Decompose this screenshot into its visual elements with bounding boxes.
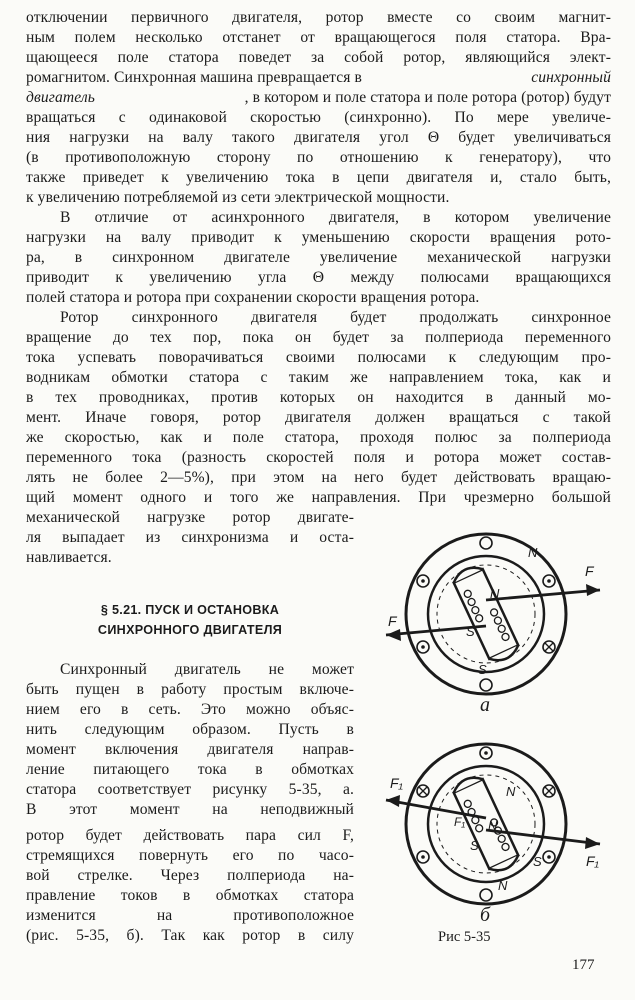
text-fragment: , в котором и поле статора и поле ротора (ротор) будут	[244, 89, 611, 106]
text-line: водникам обмотки статора с таким же направлением тока, как и	[26, 369, 611, 386]
text-line: в тех проводниках, против которых он находится в данный мо-	[26, 389, 611, 406]
text-line: В отличие от асинхронного двигателя, в котором увеличение	[60, 209, 611, 226]
text-line: вой стрелке. Через полпериода на-	[26, 867, 354, 884]
text-line: мент. Иначе говоря, ротор двигателя должен вращаться с такой	[26, 409, 611, 426]
text-line: нием его в сеть. Это можно объяс-	[26, 701, 354, 718]
text-line: Синхронный двигатель не может	[60, 661, 354, 678]
text-line: Ротор синхронного двигателя будет продолжать синхронное	[60, 309, 611, 326]
text-line: щающееся поле статора поведет за собой ротор, являющийся элект-	[26, 49, 611, 66]
text-line: быть пущен в работу простым включе-	[26, 681, 354, 698]
text-line: ния нагрузки на валу такого двигателя угол Θ будет увеличиваться	[26, 129, 611, 146]
text-line: отключении первичного двигателя, ротор вместе со своим магнит-	[26, 9, 611, 26]
text-line: (рис. 5-35, б). Так как ротор в силу	[26, 927, 354, 944]
text-line: щий момент одного и того же направления. При чрезмерно большой	[26, 489, 611, 506]
page-number: 177	[572, 957, 595, 973]
text-line: (в противоположную сторону по отношению к генератору), что	[26, 149, 611, 166]
figure-label-b: б	[480, 904, 491, 926]
italic-term: синхронный	[531, 69, 611, 86]
text-line: к увеличению потребляемой из сети электрической мощности.	[26, 189, 450, 206]
text-line: приводит к увеличению угла Θ между полюсами вращающихся	[26, 269, 611, 286]
force-label: F₁	[586, 853, 599, 869]
pole-label: N	[490, 586, 500, 601]
text-line: ротор будет действовать пара сил F,	[26, 827, 354, 844]
figure-label-a: а	[480, 694, 490, 716]
italic-term: двигатель	[26, 89, 95, 106]
book-page	[26, 8, 611, 993]
text-line: механической нагрузке ротор двигате-	[26, 509, 354, 526]
section-heading: СИНХРОННОГО ДВИГАТЕЛЯ	[97, 623, 283, 637]
pole-label: N	[498, 878, 508, 893]
force-label: F₁	[390, 775, 403, 791]
text-line: навливается.	[26, 549, 112, 566]
text-line: тока успевать поворачиваться своими полюсами к следующим про-	[26, 349, 611, 366]
force-label: F	[585, 563, 594, 579]
text-line: В этот момент на неподвижный	[26, 801, 354, 818]
text-line: вращаться с одинаковой скоростью (синхронно). По мере увеличе-	[26, 109, 611, 126]
text-line	[26, 68, 611, 88]
pole-label: S	[478, 662, 487, 677]
text-line: нить следующим образом. Пусть в	[26, 721, 354, 738]
pole-label: S	[533, 854, 542, 869]
text-line: правление токов в обмотках статора	[26, 887, 354, 904]
text-line: изменится на противоположное	[26, 907, 354, 924]
text-line: статора соответствует рисунку 5-35, а.	[26, 781, 354, 798]
motor-diagram-b	[378, 738, 608, 908]
text-line: нагрузки на валу приводит к уменьшению скорости вращения рото-	[26, 229, 611, 246]
text-line: также приведет к увеличению тока в цепи двигателя и, стало быть,	[26, 169, 611, 186]
pole-label: N	[506, 784, 516, 799]
text-line: полей статора и ротора при сохранении скорости вращения ротора.	[26, 289, 480, 306]
pole-label: N	[528, 545, 538, 560]
text-line: ра, в синхронном двигателе увеличение механической нагрузки	[26, 249, 611, 266]
text-line: ление питающего тока в обмотках	[26, 761, 354, 778]
text-line: переменного тока (разность скоростей поля и ротора может состав-	[26, 449, 611, 466]
pole-label: N	[488, 818, 498, 833]
force-label: F₁	[454, 815, 466, 829]
text-line: вращение до тех пор, пока он будет за полпериода переменного	[26, 329, 611, 346]
section-heading: § 5.21. ПУСК И ОСТАНОВКА	[100, 603, 280, 617]
text-line: лять не более 2—5%), при этом на него будет действовать вращаю-	[26, 469, 611, 486]
text-line: момент включения двигателя направ-	[26, 741, 354, 758]
text-line: стремящихся повернуть его по часо-	[26, 847, 354, 864]
text-fragment: ромагнитом. Синхронная машина превращается в	[26, 69, 362, 86]
text-line: ля выпадает из синхронизма и оста-	[26, 529, 354, 546]
pole-label: S	[470, 838, 479, 853]
text-line: ным полем несколько отстанет от вращающегося поля статора. Вра-	[26, 29, 611, 46]
force-label: F	[388, 613, 397, 629]
text-line: же скоростью, как и поле статора, проходя полюс за полпериода	[26, 429, 611, 446]
motor-diagram-a	[378, 528, 608, 698]
text-line	[26, 88, 611, 108]
figure-caption: Рис 5-35	[438, 929, 491, 945]
pole-label: S	[466, 624, 475, 639]
